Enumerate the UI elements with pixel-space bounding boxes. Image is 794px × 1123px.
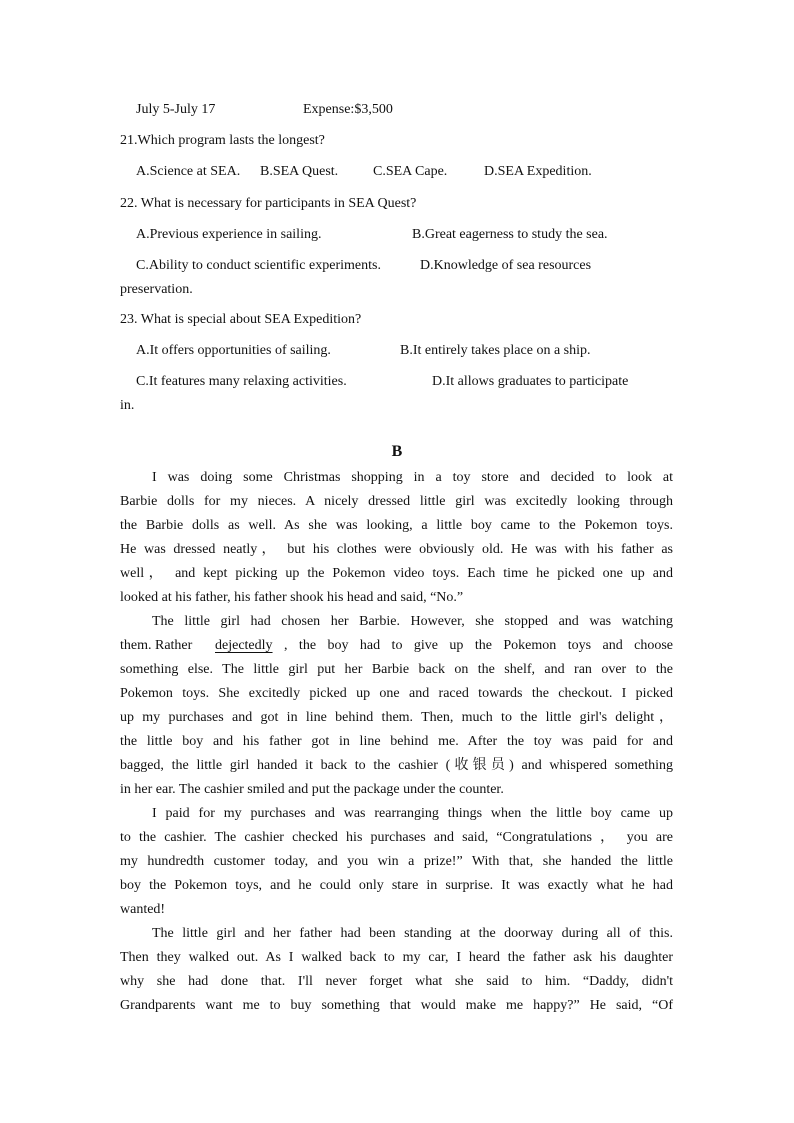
- q23-option-d-continued: in.: [120, 398, 135, 413]
- passage-line: in her ear. The cashier smiled and put the package under the counter.: [120, 782, 504, 797]
- passage-line: them. Rather: [120, 638, 193, 653]
- passage-line: Grandparents want me to buy something that would make me happy?” He said, “Of: [120, 998, 673, 1013]
- passage-line: , the boy had to give up the Pokemon toys and choose: [284, 638, 673, 653]
- passage-line: the Barbie dolls as well. As she was looking, a little boy came to the Pokemon toys.: [120, 518, 673, 533]
- passage-line: I was doing some Christmas shopping in a toy store and decided to look at: [152, 470, 673, 485]
- passage-line: to the cashier. The cashier checked his purchases and said, “Congratulations ， you are: [120, 830, 673, 845]
- q21-option-c: C.SEA Cape.: [373, 164, 448, 179]
- passage-line: looked at his father, his father shook his head and said, “No.”: [120, 590, 464, 605]
- passage-line: something else. The little girl put her Barbie back on the shelf, and ran over to the: [120, 662, 673, 677]
- passage-line: I paid for my purchases and was rearranging things when the little boy came up: [152, 806, 673, 821]
- q22-option-d: D.Knowledge of sea resources: [420, 258, 592, 273]
- underlined-word-dejectedly: dejectedly: [215, 638, 273, 653]
- q23-option-b: B.It entirely takes place on a ship.: [400, 343, 591, 358]
- question-21-stem: 21.Which program lasts the longest?: [120, 133, 325, 148]
- passage-line: Then they walked out. As I walked back to my car, I heard the father ask his daughter: [120, 950, 673, 965]
- q22-option-c: C.Ability to conduct scientific experiments.: [136, 258, 381, 273]
- schedule-expense: Expense:$3,500: [303, 102, 393, 117]
- passage-line: Pokemon toys. She excitedly picked up one and raced towards the checkout. I picked: [120, 686, 673, 701]
- q21-option-a: A.Science at SEA.: [136, 164, 241, 179]
- passage-line: my hundredth customer today, and you win a prize!” With that, she handed the little: [120, 854, 673, 869]
- q23-option-c: C.It features many relaxing activities.: [136, 374, 347, 389]
- question-23-stem: 23. What is special about SEA Expedition?: [120, 312, 362, 327]
- passage-line: bagged, the little girl handed it back to the cashier (收银员) and whispered something: [120, 758, 673, 773]
- question-22-stem: 22. What is necessary for participants in SEA Quest?: [120, 196, 417, 211]
- passage-line: Barbie dolls for my nieces. A nicely dressed little girl was excitedly looking through: [120, 494, 673, 509]
- passage-line: wanted!: [120, 902, 166, 917]
- q23-option-d: D.It allows graduates to participate: [432, 374, 629, 389]
- passage-line: the little boy and his father got in line behind me. After the toy was paid for and: [120, 734, 673, 749]
- passage-line: well， and kept picking up the Pokemon video toys. Each time he picked one up and: [120, 566, 673, 581]
- q21-option-d: D.SEA Expedition.: [484, 164, 592, 179]
- section-heading: B: [391, 443, 403, 460]
- passage-line: boy the Pokemon toys, and he could only stare in surprise. It was exactly what he had: [120, 878, 673, 893]
- q21-option-b: B.SEA Quest.: [260, 164, 339, 179]
- passage-line: up my purchases and got in line behind them. Then, much to the little girl's delight，: [120, 710, 673, 725]
- q22-option-d-continued: preservation.: [120, 282, 193, 297]
- schedule-dates: July 5-July 17: [136, 102, 216, 117]
- passage-line: why she had done that. I'll never forget what she said to him. “Daddy, didn't: [120, 974, 673, 989]
- passage-line: The little girl and her father had been standing at the doorway during all of this.: [152, 926, 673, 941]
- q22-option-b: B.Great eagerness to study the sea.: [412, 227, 608, 242]
- passage-line: The little girl had chosen her Barbie. However, she stopped and was watching: [152, 614, 673, 629]
- q23-option-a: A.It offers opportunities of sailing.: [136, 343, 331, 358]
- q22-option-a: A.Previous experience in sailing.: [136, 227, 322, 242]
- passage-line: He was dressed neatly， but his clothes were obviously old. He was with his father as: [120, 542, 673, 557]
